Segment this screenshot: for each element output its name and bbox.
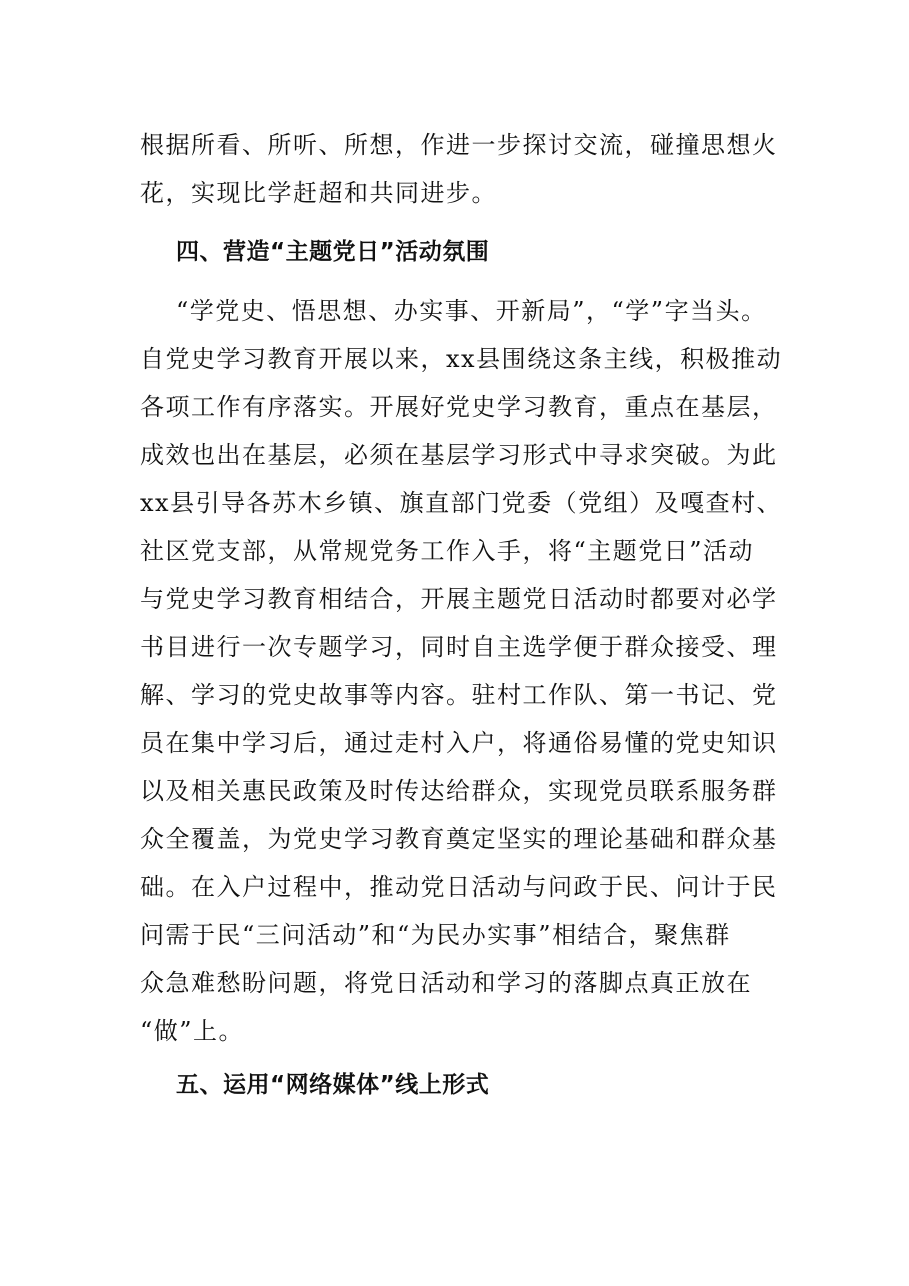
paragraph-line: 员在集中学习后，通过走村入户，将通俗易懂的党史知识: [140, 729, 778, 757]
paragraph-line: xx县引导各苏木乡镇、旗直部门党委（党组）及嘎查村、: [140, 489, 783, 517]
paragraph-line: 根据所看、所听、所想，作进一步探讨交流，碰撞思想火: [140, 131, 778, 159]
paragraph-line: 社区党支部，从常规党务工作入手，将“主题党日”活动: [140, 537, 755, 565]
paragraph-line: 成效也出在基层，必须在基层学习形式中寻求突破。为此: [140, 441, 778, 469]
paragraph-line: 解、学习的党史故事等内容。驻村工作队、第一书记、党: [140, 681, 778, 709]
paragraph-line: 书目进行一次专题学习，同时自主选学便于群众接受、理: [140, 633, 778, 661]
paragraph-line: “做”上。: [140, 1017, 245, 1045]
paragraph-line: 与党史学习教育相结合，开展主题党日活动时都要对必学: [140, 585, 778, 613]
paragraph-line: 众全覆盖，为党史学习教育奠定坚实的理论基础和群众基: [140, 825, 778, 853]
section-heading-5: 五、运用“网络媒体”线上形式: [176, 1072, 490, 1098]
paragraph-line: 础。在入户过程中，推动党日活动与问政于民、问计于民: [140, 873, 778, 901]
paragraph-line: 自党史学习教育开展以来，xx县围绕这条主线，积极推动: [140, 345, 783, 373]
paragraph-line: 各项工作有序落实。开展好党史学习教育，重点在基层，: [140, 393, 778, 421]
paragraph-line: “学党史、悟思想、办实事、开新局”，“学”字当头。: [176, 297, 767, 325]
paragraph-line: 问需于民“三问活动”和“为民办实事”相结合，聚焦群: [140, 921, 731, 949]
paragraph-line: 花，实现比学赶超和共同进步。: [140, 179, 497, 207]
paragraph-line: 众急难愁盼问题，将党日活动和学习的落脚点真正放在: [140, 969, 752, 997]
paragraph-line: 以及相关惠民政策及时传达给群众，实现党员联系服务群: [140, 777, 778, 805]
section-heading-4: 四、营造“主题党日”活动氛围: [176, 239, 490, 265]
